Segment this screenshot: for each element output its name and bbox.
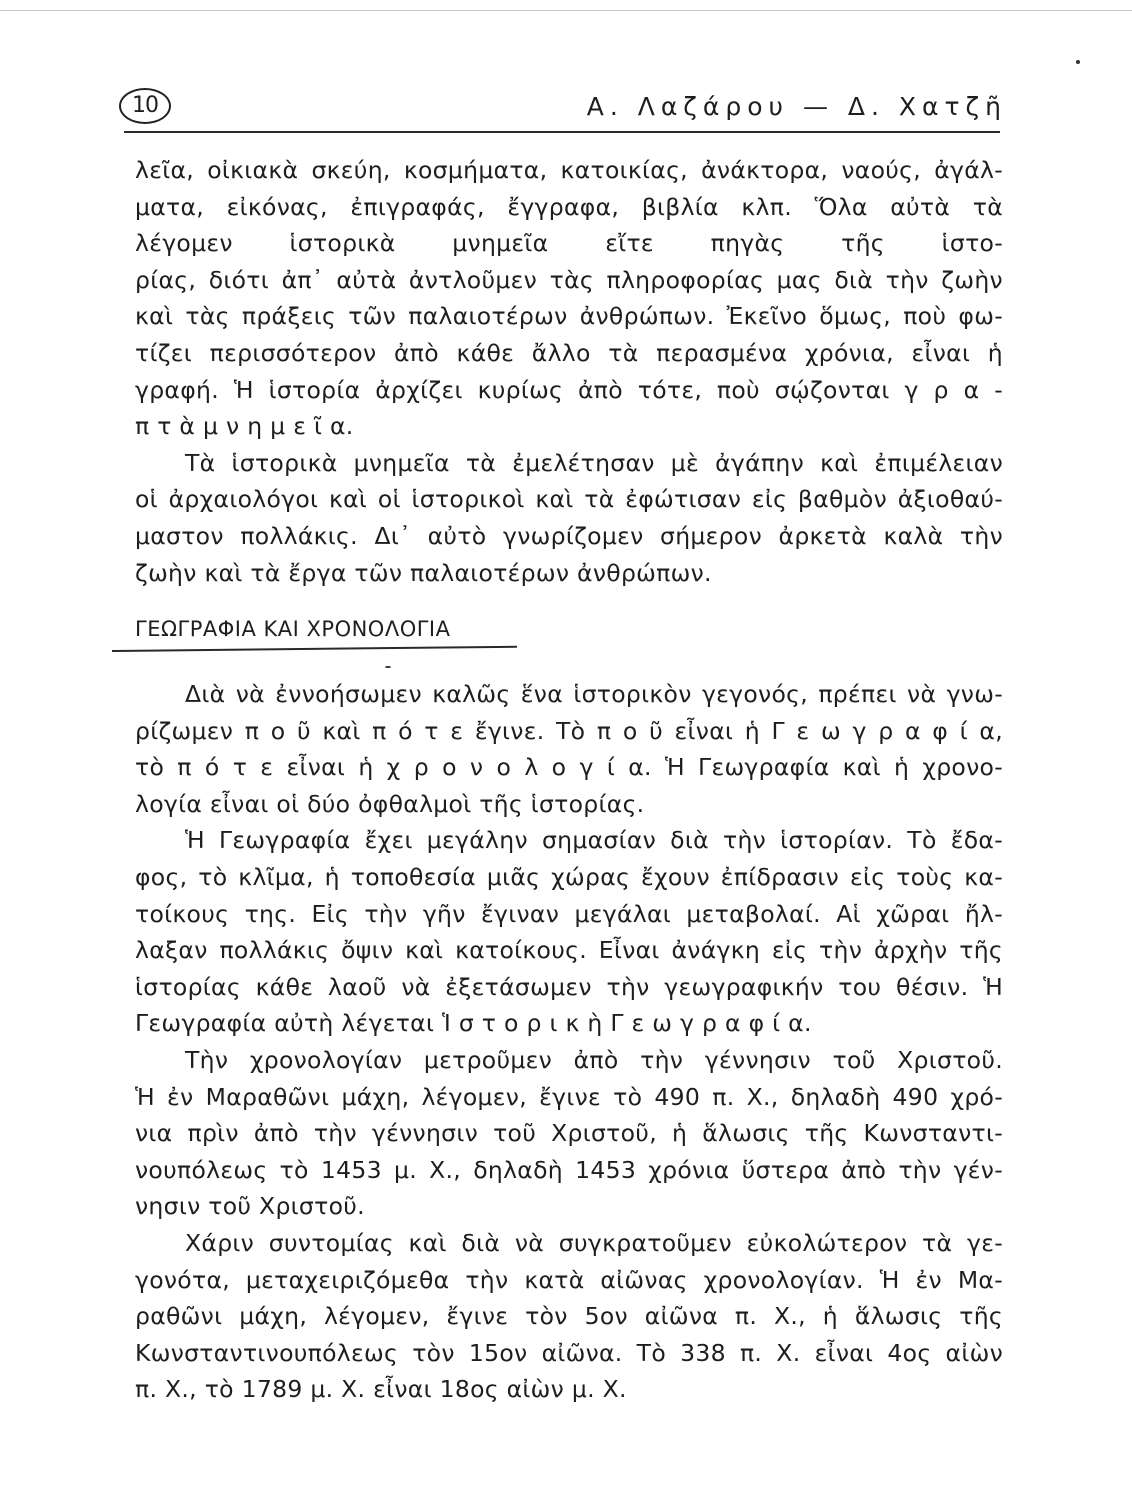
scan-speck	[385, 666, 391, 668]
section-heading-rule	[112, 646, 517, 652]
header-rule	[124, 131, 1000, 133]
text-line: ἱστορίας κάθε λαοῦ νὰ ἐξετάσωμεν τὴν γεωγραφικήν του θέσιν. Ἡ	[135, 972, 1003, 1001]
scan-edge-line	[0, 10, 1132, 11]
text-line: ρίας, διότι ἀπ᾽ αὐτὰ ἀντλοῦμεν τὰς πληροφορίας μας διὰ τὴν ζωὴν	[135, 265, 1003, 294]
page-number: 10	[119, 88, 171, 124]
text-line: Ἡ Γεωγραφία ἔχει μεγάλην σημασίαν διὰ τὴν ἱστορίαν. Τὸ ἔδα-	[185, 826, 1003, 855]
text-line: τὸ π ό τ ε εἶναι ἡ χ ρ ο ν ο λ ο γ ί α. Ἡ Γεωγραφία καὶ ἡ χρονο-	[135, 753, 1003, 782]
text-line: νια πρὶν ἀπὸ τὴν γέννησιν τοῦ Χριστοῦ, ἡ ἅλωσις τῆς Κωνσταντι-	[135, 1119, 1003, 1148]
text-line: νησιν τοῦ Χριστοῦ.	[135, 1192, 365, 1221]
text-line: ρίζωμεν π ο ῦ καὶ π ό τ ε ἔγινε. Τὸ π ο ῦ εἶναι ἡ Γ ε ω γ ρ α φ ί α,	[135, 716, 1003, 745]
text-line: καὶ τὰς πράξεις τῶν παλαιοτέρων ἀνθρώπων. Ἐκεῖνο ὅμως, ποὺ φω-	[135, 302, 1003, 331]
text-line: λέγομεν ἱστορικὰ μνημεῖα εἴτε πηγὰς τῆς ἱστο-	[135, 229, 1003, 258]
text-line: φος, τὸ κλῖμα, ἡ τοποθεσία μιᾶς χώρας ἔχουν ἐπίδρασιν εἰς τοὺς κα-	[135, 862, 1003, 891]
text-line: ματα, εἰκόνας, ἐπιγραφάς, ἔγγραφα, βιβλία κλπ. Ὅλα αὐτὰ τὰ	[135, 192, 1003, 221]
text-line: Διὰ νὰ ἐννοήσωμεν καλῶς ἕνα ἱστορικὸν γεγονός, πρέπει νὰ γνω-	[185, 680, 1003, 708]
text-line: Κωνσταντινουπόλεως τὸν 15ον αἰῶνα. Τὸ 338 π. Χ. εἶναι 4ος αἰὼν	[135, 1338, 1003, 1367]
section-heading: ΓΕΩΓΡΑΦΙΑ ΚΑΙ ΧΡΟΝΟΛΟΓΙΑ	[135, 617, 451, 641]
text-line: οἱ ἀρχαιολόγοι καὶ οἱ ἱστορικοὶ καὶ τὰ ἐφώτισαν εἰς βαθμὸν ἀξιοθαύ-	[135, 485, 1003, 514]
text-line: λαξαν πολλάκις ὄψιν καὶ κατοίκους. Εἶναι ἀνάγκη εἰς τὴν ἀρχὴν τῆς	[135, 936, 1003, 965]
text-line: Τὰ ἱστορικὰ μνημεῖα τὰ ἐμελέτησαν μὲ ἀγάπην καὶ ἐπιμέλειαν	[185, 448, 1003, 477]
text-line: Γεωγραφία αὐτὴ λέγεται Ἱ σ τ ο ρ ι κ ὴ Γ ε ω γ ρ α φ ί α.	[135, 1009, 812, 1038]
body-text	[135, 152, 1003, 591]
text-line: γονότα, μεταχειριζόμεθα τὴν κατὰ αἰῶνας χρονολογίαν. Ἡ ἐν Μα-	[135, 1265, 1003, 1294]
running-head: Α. Λαζάρου — Δ. Χατζῆ	[586, 92, 1007, 121]
body-text-section	[135, 676, 1003, 1408]
scan-speck	[1076, 60, 1080, 64]
text-line: Ἡ ἐν Μαραθῶνι μάχη, λέγομεν, ἔγινε τὸ 490 π. Χ., δηλαδὴ 490 χρό-	[135, 1082, 1003, 1111]
text-line: ζωὴν καὶ τὰ ἔργα τῶν παλαιοτέρων ἀνθρώπων.	[135, 558, 712, 587]
text-line: ραθῶνι μάχη, λέγομεν, ἔγινε τὸν 5ον αἰῶνα π. Χ., ἡ ἅλωσις τῆς	[135, 1302, 1003, 1331]
text-line: νουπόλεως τὸ 1453 μ. Χ., δηλαδὴ 1453 χρόνια ὕστερα ἀπὸ τὴν γέν-	[135, 1155, 1003, 1184]
text-line: γραφή. Ἡ ἱστορία ἀρχίζει κυρίως ἀπὸ τότε, ποὺ σῴζονται γ ρ α -	[135, 375, 1003, 404]
text-line: Χάριν συντομίας καὶ διὰ νὰ συγκρατοῦμεν εὐκολώτερον τὰ γε-	[185, 1228, 1003, 1257]
text-line: Τὴν χρονολογίαν μετροῦμεν ἀπὸ τὴν γέννησιν τοῦ Χριστοῦ.	[185, 1045, 1003, 1074]
text-line: λεῖα, οἰκιακὰ σκεύη, κοσμήματα, κατοικίας, ἀνάκτορα, ναούς, ἀγάλ-	[135, 156, 1003, 184]
text-line: τίζει περισσότερον ἀπὸ κάθε ἄλλο τὰ περασμένα χρόνια, εἶναι ἡ	[135, 338, 1003, 367]
text-line: τοίκους της. Εἰς τὴν γῆν ἔγιναν μεγάλαι μεταβολαί. Αἱ χῶραι ἤλ-	[135, 899, 1003, 928]
text-line: π. Χ., τὸ 1789 μ. Χ. εἶναι 18ος αἰὼν μ. Χ.	[135, 1375, 627, 1404]
text-line: π τ ὰ μ ν η μ ε ῖ α.	[135, 412, 354, 441]
text-line: λογία εἶναι οἱ δύο ὀφθαλμοὶ τῆς ἱστορίας.	[135, 789, 645, 818]
text-line: μαστον πολλάκις. Δι᾽ αὐτὸ γνωρίζομεν σήμερον ἀρκετὰ καλὰ τὴν	[135, 521, 1003, 550]
